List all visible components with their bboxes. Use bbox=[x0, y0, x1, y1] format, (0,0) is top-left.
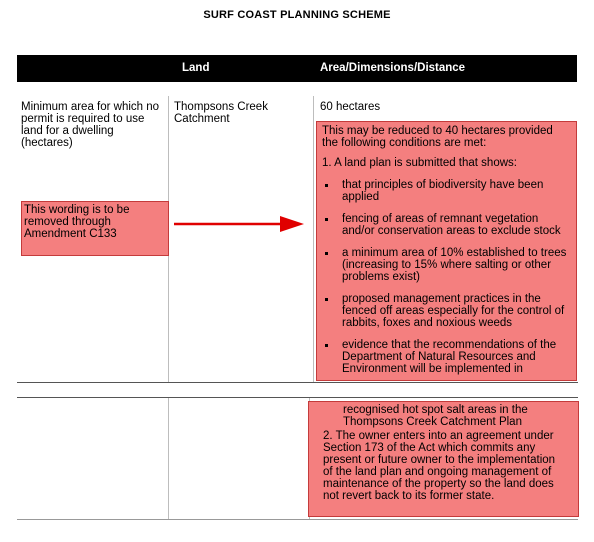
list-item bbox=[322, 293, 571, 329]
annotation-conditions bbox=[316, 121, 577, 381]
list-item bbox=[322, 179, 571, 203]
header-area: Area/Dimensions/Distance bbox=[320, 62, 466, 74]
bullet-text: a minimum area of 10% established to trees (increasing to 15% where salting or other problems exist) bbox=[342, 247, 567, 283]
annotation-continuation bbox=[308, 401, 579, 517]
list-item bbox=[322, 213, 571, 237]
bullet-text: proposed management practices in the fenced off areas especially for the control of rabbits, foxes and noxious weeds bbox=[342, 293, 565, 329]
arrow-right-icon bbox=[172, 214, 306, 234]
page-title: SURF COAST PLANNING SCHEME bbox=[203, 9, 391, 21]
column-divider bbox=[313, 96, 314, 382]
condition-1: 1. A land plan is submitted that shows: bbox=[322, 157, 517, 169]
column-divider bbox=[168, 397, 169, 520]
row-divider bbox=[17, 519, 578, 520]
bullet-text: that principles of biodiversity have been applied bbox=[342, 179, 544, 203]
cell-min-area: Minimum area for which no permit is required to use land for a dwelling (hectares) bbox=[21, 101, 160, 149]
header-land: Land bbox=[182, 62, 210, 74]
bullet-icon bbox=[325, 298, 328, 301]
conditions-intro: This may be reduced to 40 hectares provided the following conditions are met: bbox=[322, 125, 553, 149]
list-item bbox=[322, 339, 571, 375]
bullet-icon bbox=[325, 252, 328, 255]
bullet-icon bbox=[325, 184, 328, 187]
condition-2: 2. The owner enters into an agreement under Section 173 of the Act which commits any present or future owner to the implementation of the land plan and ongoing management of maintenance of the property so the land does not revert back to its former state. bbox=[323, 430, 556, 502]
continuation-bullet-text: recognised hot spot salt areas in the Thompsons Creek Catchment Plan bbox=[343, 404, 528, 428]
bullet-icon bbox=[325, 218, 328, 221]
bullet-text: evidence that the recommendations of the Department of Natural Resources and Environment will be implemented in bbox=[342, 339, 557, 375]
bullet-text: fencing of areas of remnant vegetation and/or conservation areas to exclude stock bbox=[342, 213, 561, 237]
cell-land: Thompsons Creek Catchment bbox=[174, 101, 268, 125]
list-item bbox=[322, 247, 571, 283]
bullet-icon bbox=[325, 344, 328, 347]
annotation-removal-note: This wording is to be removed through Amendment C133 bbox=[21, 201, 169, 256]
table-header bbox=[17, 55, 577, 82]
condition-bullet-list bbox=[322, 179, 571, 375]
cell-area: 60 hectares bbox=[320, 101, 381, 113]
row-divider bbox=[17, 382, 578, 383]
row-divider bbox=[17, 397, 578, 398]
